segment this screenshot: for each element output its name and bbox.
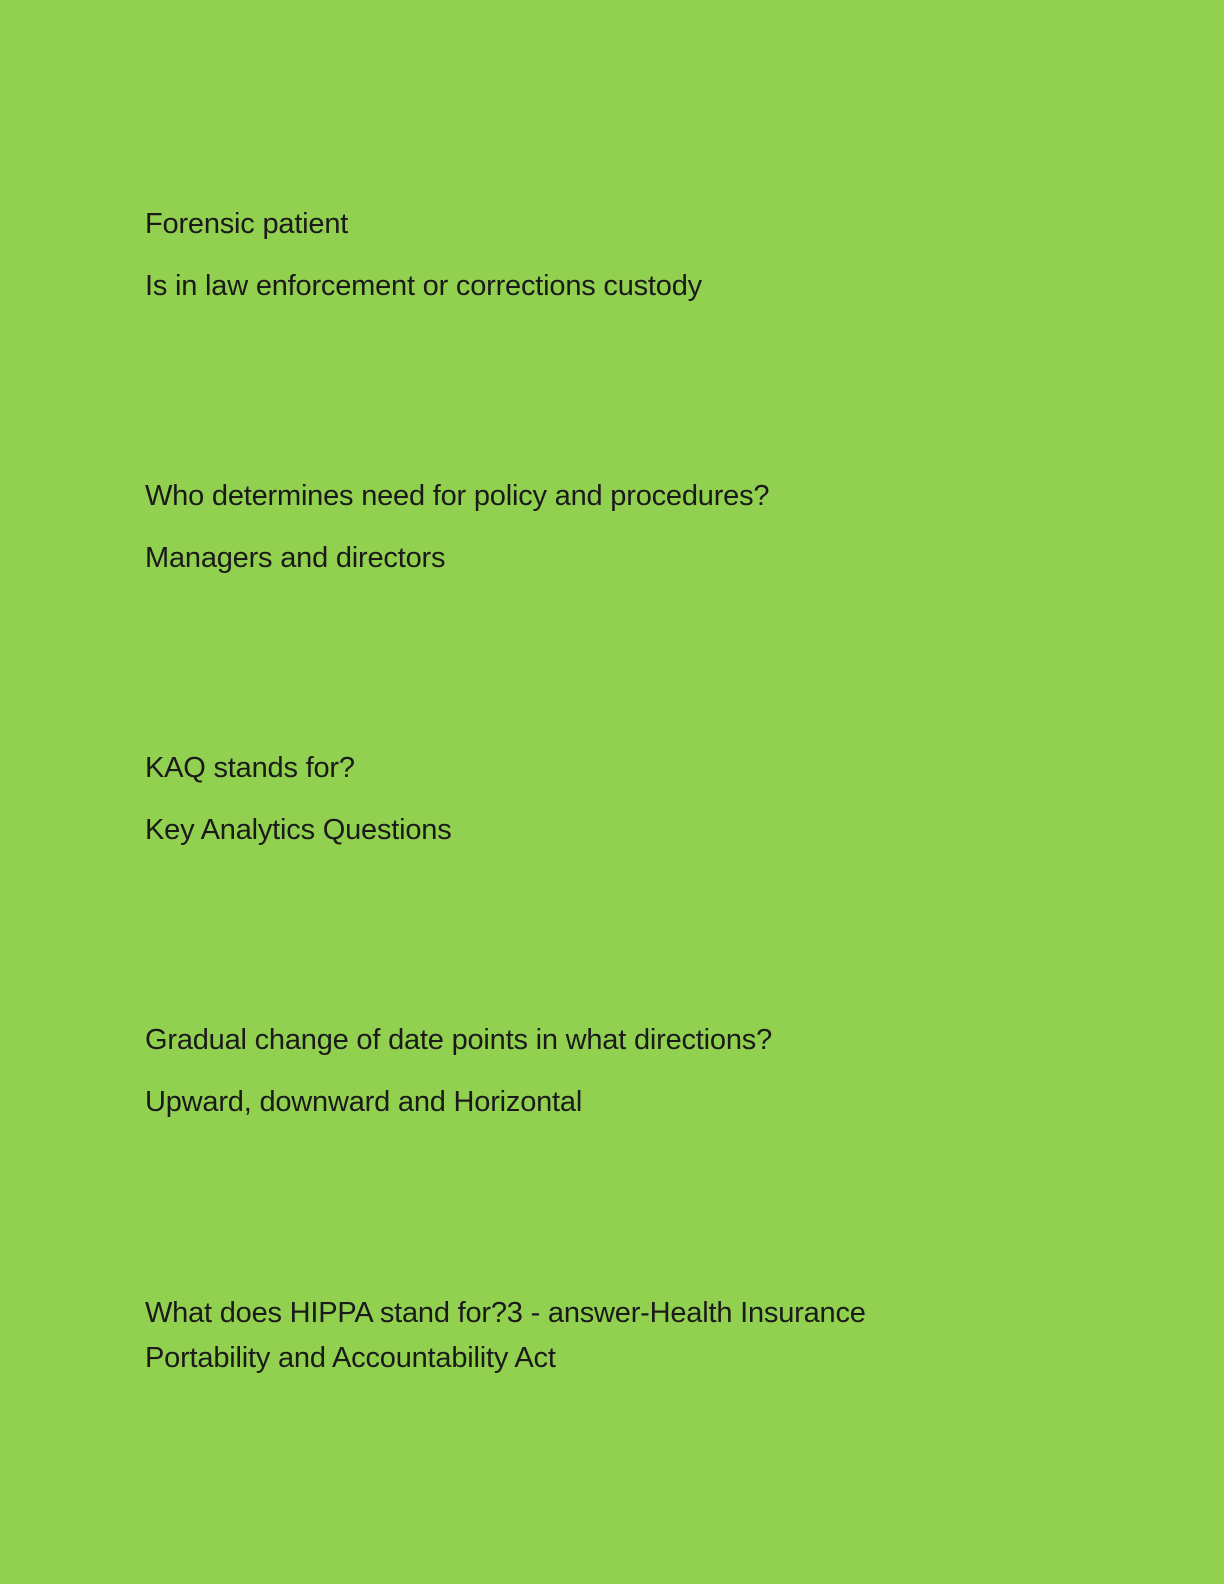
- question-text: Forensic patient: [145, 208, 349, 240]
- answer-text: Managers and directors: [145, 542, 446, 574]
- question-text: KAQ stands for?: [145, 752, 355, 784]
- question-text: Gradual change of date points in what directions?: [145, 1024, 772, 1056]
- flashcard: [145, 1291, 1164, 1381]
- answer-text: Is in law enforcement or corrections custody: [145, 270, 702, 302]
- answer-text: Upward, downward and Horizontal: [145, 1086, 583, 1118]
- question-answer-line-1: What does HIPPA stand for?3 - answer-Health Insurance: [145, 1297, 866, 1329]
- question-answer-line-2: Portability and Accountability Act: [145, 1342, 556, 1374]
- flashcard: [145, 1019, 1164, 1123]
- question-text: Who determines need for policy and procedures?: [145, 480, 770, 512]
- answer-text: Key Analytics Questions: [145, 814, 452, 846]
- flashcard: [145, 203, 1164, 307]
- question-answer-text: [145, 1291, 1164, 1381]
- flashcard: [145, 475, 1164, 579]
- flashcard: [145, 747, 1164, 851]
